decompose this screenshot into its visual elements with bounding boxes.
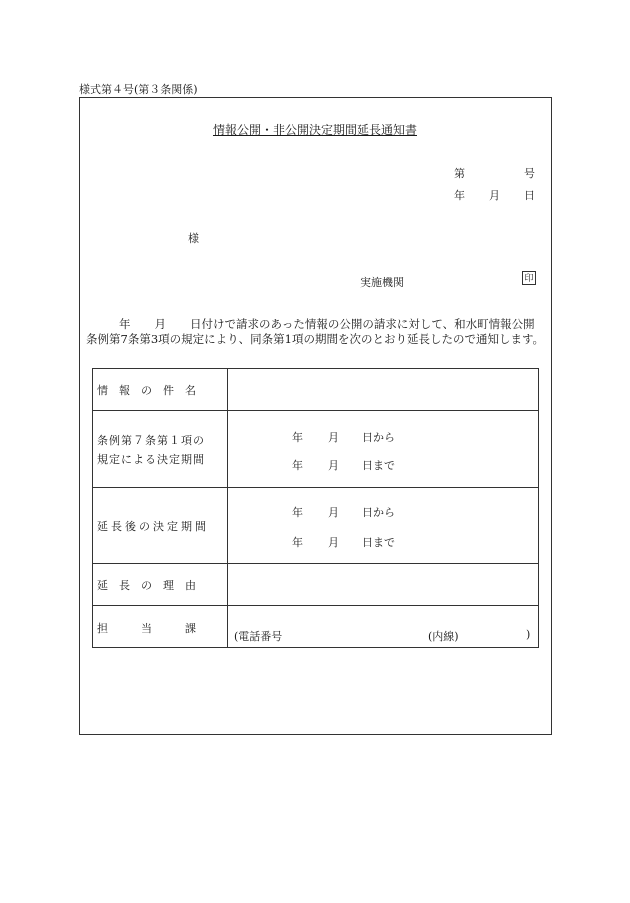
extended-to-month: 月 [328, 536, 339, 549]
table-row-subject [93, 369, 539, 411]
original-period-label [93, 411, 228, 488]
original-to-day: 日まで [362, 459, 395, 472]
original-period-to [292, 457, 412, 473]
table-row-original-period [93, 411, 539, 488]
original-period-from [292, 429, 412, 445]
extended-to-day: 日まで [362, 536, 395, 549]
original-to-month: 月 [328, 459, 339, 472]
document-title [0, 121, 630, 138]
reason-label: 延 長 の 理 由 [93, 564, 228, 606]
extended-to-year: 年 [292, 536, 303, 549]
number-dai: 第 [454, 167, 465, 180]
table-row-extended-period [93, 488, 539, 564]
original-from-day: 日から [362, 431, 395, 444]
body-year: 年 [119, 317, 131, 331]
extended-period-label: 延長後の決定期間 [93, 488, 228, 564]
addressee-suffix: 様 [188, 232, 199, 245]
subject-value [228, 369, 539, 411]
original-period-label-line2: 規定による決定期間 [97, 452, 205, 466]
extended-period-to [292, 534, 412, 550]
date-day: 日 [524, 189, 535, 202]
extended-period-from [292, 504, 412, 520]
body-month: 月 [154, 317, 166, 331]
details-table [92, 368, 539, 648]
original-to-year: 年 [292, 459, 303, 472]
date-month: 月 [489, 189, 500, 202]
document-title-text: 情報公開・非公開決定期間延長通知書 [212, 123, 417, 137]
issuer-label: 実施機関 [360, 276, 404, 289]
table-row-reason [93, 564, 539, 606]
original-period-value [228, 411, 539, 488]
body-text: 日付けで請求のあった情報の公開の請求に対して、和水町情報公開条例第7条第3項の規定により、同条第1項の期間を次のとおり延長したので通知します。 [86, 317, 545, 346]
original-from-month: 月 [328, 431, 339, 444]
original-from-year: 年 [292, 431, 303, 444]
extended-from-year: 年 [292, 506, 303, 519]
extended-from-day: 日から [362, 506, 395, 519]
subject-label: 情 報 の 件 名 [93, 369, 228, 411]
telephone-label: (電話番号 [234, 630, 283, 643]
department-value [228, 606, 539, 648]
form-number-label: 様式第４号(第３条関係) [79, 83, 198, 96]
department-label: 担 当 課 [93, 606, 228, 648]
extended-period-value [228, 488, 539, 564]
telephone-line [228, 606, 531, 644]
seal-mark: 印 [522, 271, 536, 285]
closing-paren: ) [526, 628, 531, 641]
reason-value [228, 564, 539, 606]
number-go: 号 [524, 167, 535, 180]
extension-label: (内線) [428, 630, 459, 643]
extended-from-month: 月 [328, 506, 339, 519]
notice-body [86, 317, 546, 347]
original-period-label-line1: 条例第７条第１項の [97, 433, 205, 447]
date-year: 年 [454, 189, 465, 202]
table-row-department [93, 606, 539, 648]
